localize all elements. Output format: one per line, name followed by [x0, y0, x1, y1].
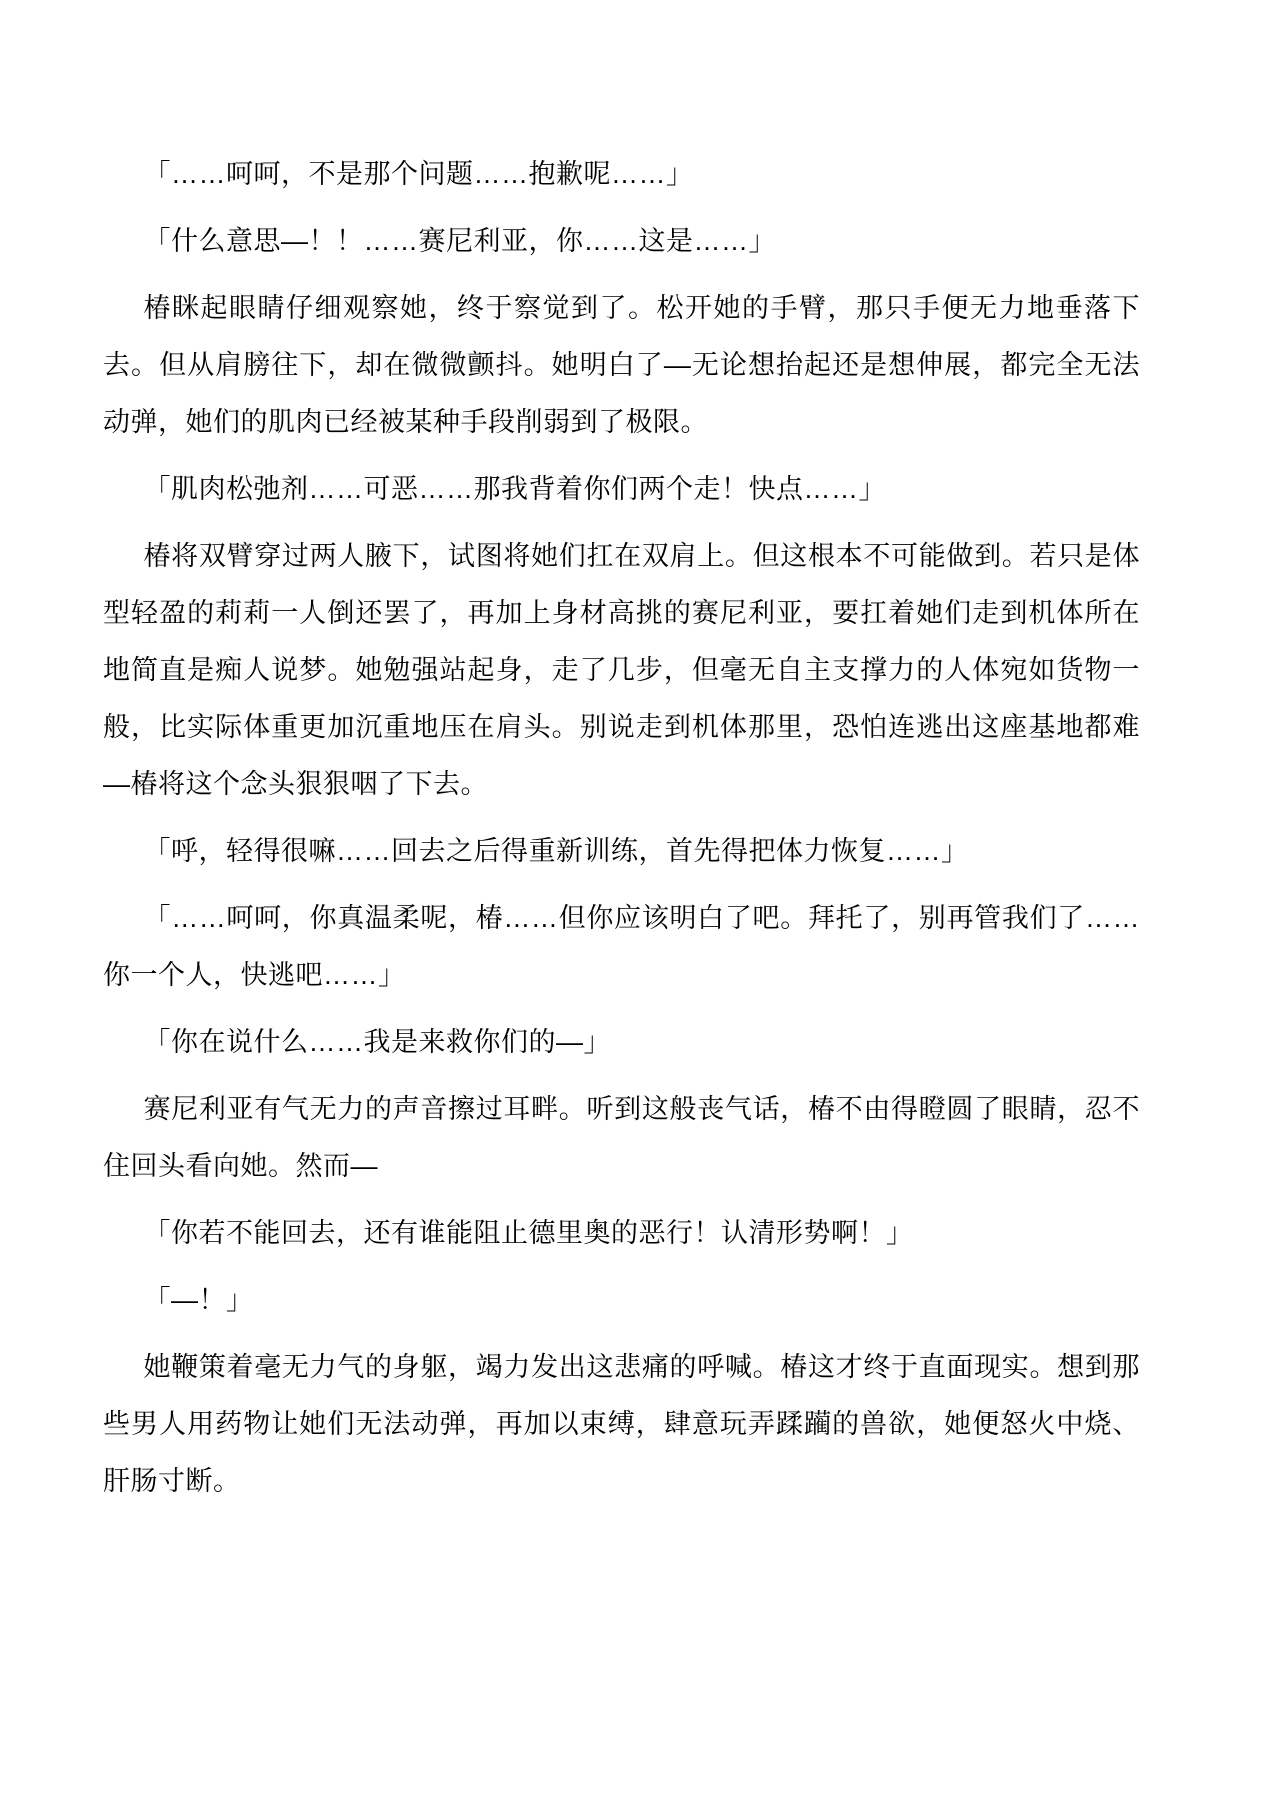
paragraph: 「……呵呵，不是那个问题……抱歉呢……」 — [143, 159, 694, 189]
novel-text-body — [103, 146, 1140, 1520]
paragraph: 赛尼利亚有气无力的声音擦过耳畔。听到这般丧气话，椿不由得瞪圆了眼睛，忍不住回头看向她。然而— — [103, 1094, 1140, 1181]
paragraph: 椿将双臂穿过两人腋下，试图将她们扛在双肩上。但这根本不可能做到。若只是体型轻盈的莉莉一人倒还罢了，再加上身材高挑的赛尼利亚，要扛着她们走到机体所在地简直是痴人说梦。她勉强站起身，走了几步，但毫无自主支撑力的人体宛如货物一般，比实际体重更加沉重地压在肩头。别说走到机体那里，恐怕连逃出这座基地都难—椿将这个念头狠狠咽了下去。 — [103, 541, 1140, 799]
paragraph: 「肌肉松弛剂……可恶……那我背着你们两个走！快点……」 — [143, 474, 886, 504]
paragraph: 「呼，轻得很嘛……回去之后得重新训练，首先得把体力恢复……」 — [143, 836, 969, 866]
paragraph: 「什么意思—！！……赛尼利亚，你……这是……」 — [143, 226, 776, 256]
paragraph: 她鞭策着毫无力气的身躯，竭力发出这悲痛的呼喊。椿这才终于直面现实。想到那些男人用药物让她们无法动弹，再加以束缚，肆意玩弄蹂躏的兽欲，她便怒火中烧、肝肠寸断。 — [103, 1352, 1140, 1496]
paragraph: 椿眯起眼睛仔细观察她，终于察觉到了。松开她的手臂，那只手便无力地垂落下去。但从肩膀往下，却在微微颤抖。她明白了—无论想抬起还是想伸展，都完全无法动弹，她们的肌肉已经被某种手段削弱到了极限。 — [103, 293, 1140, 437]
paragraph: 「……呵呵，你真温柔呢，椿……但你应该明白了吧。拜托了，别再管我们了……你一个人，快逃吧……」 — [103, 903, 1140, 990]
paragraph: 「你在说什么……我是来救你们的—」 — [143, 1027, 611, 1057]
paragraph: 「你若不能回去，还有谁能阻止德里奥的恶行！认清形势啊！」 — [143, 1218, 914, 1248]
paragraph: 「—！」 — [143, 1285, 254, 1315]
